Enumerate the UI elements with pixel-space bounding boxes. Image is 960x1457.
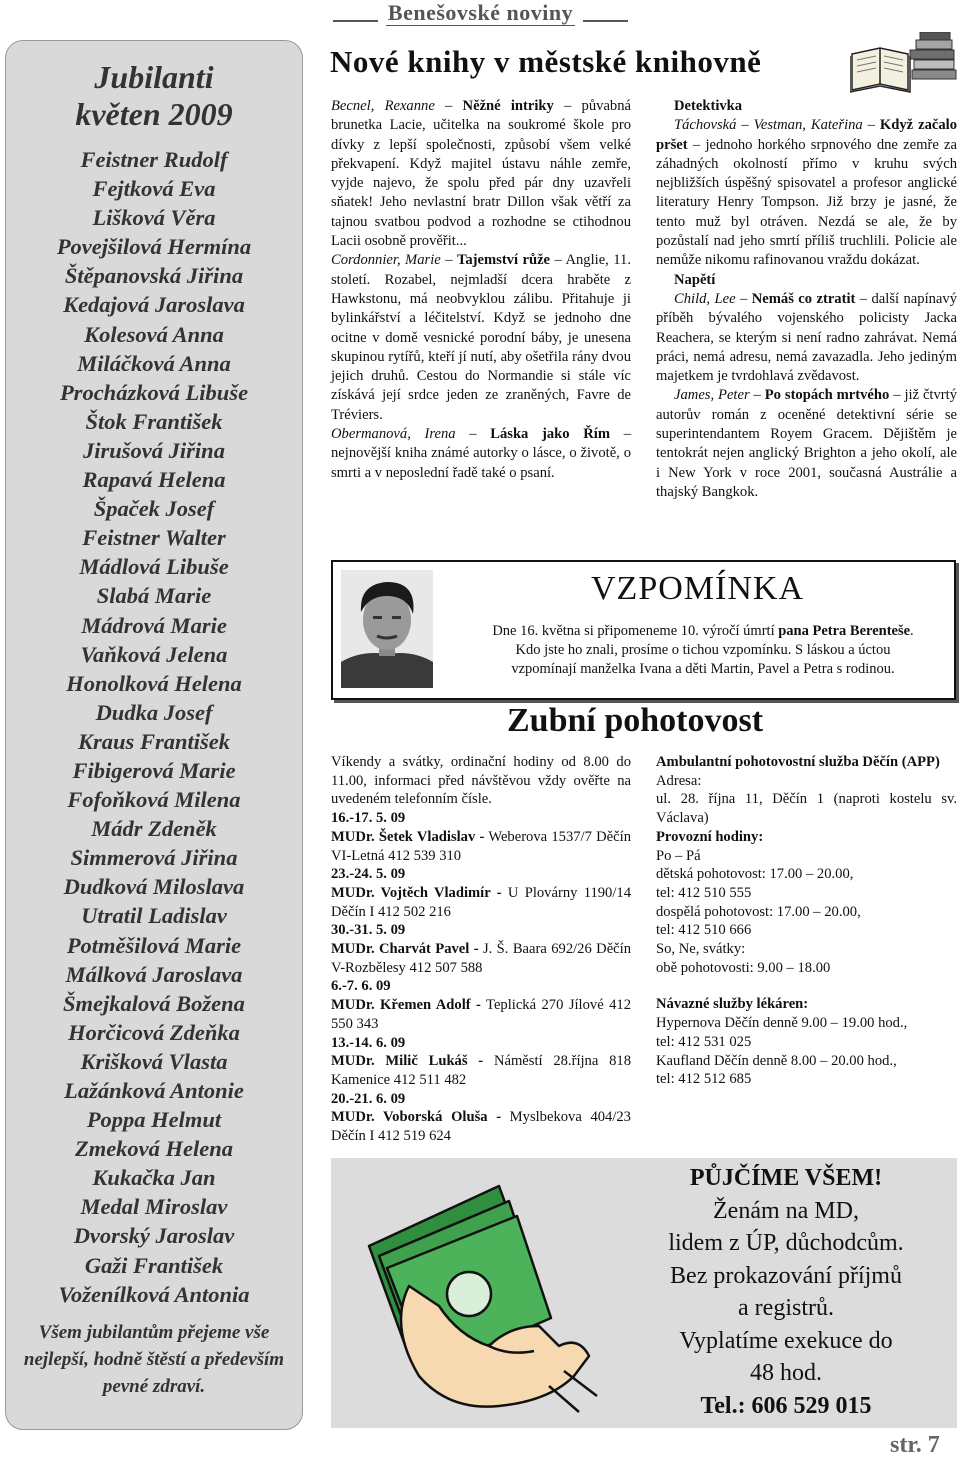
ad-tel-label: Tel. [700, 1392, 738, 1419]
loan-advertisement [331, 1158, 957, 1428]
books-title: Nové knihy v městské knihovně [330, 44, 762, 79]
jubilant-name: Mádr Zdeněk [91, 816, 217, 842]
jubilant-name: Simmerová Jiřina [70, 845, 238, 871]
doctor-address: U Plovárny 1190/14 Děčín I 412 502 216 [331, 884, 631, 920]
header-rule [583, 20, 628, 22]
app-title: Ambulantní pohotovostní služba Děčín (APP) [656, 754, 940, 770]
jubilanti-wish [6, 1319, 302, 1400]
doctor-name: MUDr. Vojtěch Vladimír - [331, 884, 502, 901]
pohotovost-doctor [331, 884, 631, 921]
book-text: již čtvrtý autorův román z oceněné detektivní série se superintendantem Royem Gracem. Dějištěm je tentokrát nejen anglický Brighton a jeho okolí, ale i New York v roce 2001, současná Austrálie a thajský Bangkok. [656, 387, 957, 500]
pohotovost-doctor [331, 1108, 631, 1145]
lekarna-line: Hypernova Děčín denně 9.00 – 19.00 hod., [656, 1015, 908, 1032]
vzpominka-text: Dne 16. května si připomeneme 10. výročí úmrtí pana Petra Berenteše. Kdo jste ho znali, prosíme o tichou vzpomínku. S láskou a úctou vzpomínají manželka Ivana a děti Martin, Pavel a Petra s rodinou. [468, 622, 938, 679]
jubilant-name: Voženílková Antonia [58, 1281, 250, 1307]
jubilant-name: Dudková Miloslava [63, 874, 245, 900]
jubilant-name: Kedajová Jaroslava [63, 292, 245, 318]
lekarny-label: Návazné služby lékáren: [656, 996, 809, 1013]
jubilant-name: Štok František [85, 408, 223, 434]
book-author: Cordonnier, Marie [331, 252, 441, 269]
jubilant-name: Povejšilová Hermína [56, 234, 252, 260]
book-text: nejnovější kniha známé autorky o lásce, o životě, o smrti a v neposlední řadě také o psaní. [331, 445, 631, 481]
book-title: Nemáš co ztratit [751, 290, 856, 307]
jubilant-name: Jirušová Jiřina [83, 437, 225, 463]
wish-line: pevné zdraví. [102, 1375, 206, 1397]
doctor-address: J. Š. Baara 692/26 Děčín V-Rozbělesy 412 507 588 [331, 941, 631, 976]
jubilant-name: Šmejkalová Božena [63, 990, 245, 1016]
jubilant-name: Gaži František [84, 1252, 224, 1278]
zubni-right-column [656, 753, 957, 1089]
jubilanti-title [6, 59, 302, 133]
jubilant-name: Fibigerová Marie [72, 757, 236, 783]
jubilant-name: Slabá Marie [96, 583, 212, 609]
doctor-address: Myslbekova 404/23 Děčín I 412 519 624 [331, 1109, 631, 1145]
ad-tel: : 606 529 015 [737, 1392, 872, 1419]
vzpominka-title: VZPOMÍNKA [591, 570, 804, 607]
book-title: Něžné intriky [462, 98, 554, 114]
lekarna-line: tel: 412 512 685 [656, 1071, 752, 1088]
pohotovost-doctor [331, 940, 631, 977]
ad-line: a registrů. [738, 1295, 834, 1321]
portrait-photo [341, 570, 433, 688]
jubilant-name: Fofoňková Milena [67, 787, 241, 813]
book-author: Táchovská – Vestman, Kateřina [674, 117, 863, 134]
newspaper-header [333, 0, 628, 26]
jubilant-name: Medal Miroslav [80, 1194, 228, 1220]
hodiny-line: dospělá pohotovost: 17.00 – 20.00, [656, 903, 861, 920]
adresa: ul. 28. října 11, Děčín 1 (naproti kostelu sv. Václava) [656, 791, 957, 827]
books-column-right [656, 97, 957, 502]
money-hand-icon [359, 1176, 599, 1416]
jubilant-name: Mádrová Marie [81, 612, 227, 638]
jubilanti-title-line: Jubilanti [94, 59, 214, 95]
jubilant-name: Štěpanovská Jiřina [64, 263, 244, 289]
doctor-name: MUDr. Šetek Vladislav - [331, 828, 485, 845]
doctor-address: Weberova 1537/7 Děčín VI-Letná 412 539 310 [331, 828, 631, 864]
zubni-left-column [331, 753, 631, 1146]
doctor-name: MUDr. Křemen Adolf - [331, 997, 481, 1014]
book-author: Child, Lee [674, 290, 736, 307]
jubilant-name: Málková Jaroslava [65, 961, 243, 987]
book-text: další napínavý příběh bývalého vojenského policisty Jacka Reachera, se kterým si není radno zahrávat. Nemá práci, nemá adresu, nemá zavazadla. Jeho jediným majetkem je tvrdohlavá zvědavost. [656, 290, 957, 385]
pohotovost-doctor [331, 828, 631, 865]
jubilant-name: Miláčková Anna [77, 350, 231, 376]
jubilant-name: Procházková Libuše [59, 379, 249, 405]
page-number: str. 7 [890, 1432, 940, 1457]
jubilant-name: Poppa Helmut [86, 1107, 222, 1133]
jubilant-name: Dvorský Jaroslav [73, 1223, 235, 1249]
doctor-name: MUDr. Charvát Pavel - [331, 941, 479, 958]
book-title: Tajemství růže [456, 252, 551, 269]
ad-line: 48 hod. [750, 1360, 822, 1386]
adresa-label: Adresa: [656, 772, 702, 789]
pohotovost-date: 6.-7. 6. 09 [331, 978, 391, 995]
jubilant-name: Zmeková Helena [74, 1136, 234, 1162]
jubilant-name: Vaňková Jelena [80, 641, 228, 667]
book-title: Po stopách mrtvého [764, 387, 890, 404]
books-icon [850, 32, 958, 94]
book-entry: Obermanová, Irena – Láska jako Řím – nejnovější kniha známé autorky o lásce, o životě, o smrti a v neposlední řadě také o psaní. [331, 426, 631, 481]
zubni-title: Zubní pohotovost [507, 702, 764, 739]
section-detektivka: Detektivka [674, 98, 743, 114]
lekarna-line: Kaufland Děčín denně 8.00 – 20.00 hod., [656, 1052, 897, 1069]
jubilanti-box [5, 40, 303, 1430]
jubilant-name: Potměšilová Marie [66, 932, 242, 958]
hodiny-line: dětská pohotovost: 17.00 – 20.00, [656, 866, 854, 883]
doctor-name: MUDr. Milič Lukáš - [331, 1053, 484, 1070]
hodiny-line: obě pohotovosti: 9.00 – 18.00 [656, 959, 831, 976]
jubilant-name: Lažánková Antonie [64, 1078, 244, 1103]
jubilant-name: Mádlová Libuše [79, 554, 229, 580]
book-entry: Cordonnier, Marie – Tajemství růže – Anglie, 11. století. Rozabel, nejmladší dcera hraběte z Hawkstonu, má neobvyklou zálibu. Přitahuje ji bylinkářství a léčitelství. Když se jednoho dne ocitne v domě vesnické porodní báby, je unesena skupinou rytířů, kteří jí nutí, aby ošetřila rány dvou jejich druhů. Cestou do Normandie si stále víc získává její srdce jeden ze zraněných, Favre de Tréviers. [331, 252, 631, 423]
lekarna-line: tel: 412 531 025 [656, 1033, 752, 1050]
ad-line: Bez prokazování příjmů [670, 1262, 902, 1289]
jubilanti-names [6, 145, 302, 1309]
hodiny-line: Po – Pá [656, 847, 701, 864]
books-column-left [331, 97, 631, 483]
jubilant-name: Feistner Walter [82, 525, 226, 551]
doctor-name: MUDr. Voborská Oluša - [331, 1109, 502, 1126]
pohotovost-date: 30.-31. 5. 09 [331, 922, 406, 939]
book-author: Becnel, Rexanne [331, 98, 435, 114]
jubilant-name: Honolková Helena [66, 670, 242, 696]
ad-line: lidem z ÚP, důchodcům. [668, 1230, 904, 1256]
jubilant-name: Utratil Ladislav [81, 903, 227, 929]
ad-line: Ženám na MD, [713, 1197, 859, 1224]
jubilanti-title-line: květen 2009 [75, 96, 233, 132]
jubilant-name: Rapavá Helena [82, 467, 226, 493]
section-napeti: Napětí [674, 271, 716, 288]
book-author: James, Peter [674, 387, 750, 404]
doctor-address: Teplická 270 Jílové 412 550 343 [331, 997, 631, 1032]
jubilant-name: Kolesová Anna [84, 321, 224, 347]
book-author: Obermanová, Irena [331, 426, 456, 443]
pohotovost-date: 16.-17. 5. 09 [331, 810, 406, 827]
wish-line: nejlepší, hodně štěstí a především [23, 1348, 285, 1370]
hodiny-label: Provozní hodiny: [656, 828, 764, 845]
vzpominka-line: Dne 16. května si připomeneme 10. výročí úmrtí [492, 623, 779, 639]
zubni-intro: Víkendy a svátky, ordinační hodiny od 8.00 do 11.00, informaci před návštěvou vždy ověřte na uvedeném telefonním čísle. [331, 754, 631, 808]
pohotovost-date: 13.-14. 6. 09 [331, 1034, 406, 1051]
pohotovost-date: 23.-24. 5. 09 [331, 866, 406, 883]
hodiny-line: tel: 412 510 555 [656, 884, 752, 901]
ad-line: PŮJČÍME VŠEM! [689, 1165, 883, 1191]
vzpominka-line: Kdo jste ho znali, prosíme o tichou vzpomínku. S láskou a úctou [515, 642, 891, 658]
pohotovost-date: 20.-21. 6. 09 [331, 1090, 406, 1107]
book-title: Láska jako Řím [490, 426, 611, 443]
book-text: jednoho horkého srpnového dne zemře za záhadných okolností přímo v kruhu svých nejbližších úspěšný spisovatel a profesor anglické literatury Henry Tompson. Již brzy je jasné, že tento muž byl otráven. Nezdá se ale, že by pozůstalí nad jeho smrtí příliš truchlili. Policie ale nemůže nikomu rafinovanou vraždu dokázat. [656, 136, 957, 269]
hodiny-line: tel: 412 510 666 [656, 922, 752, 939]
jubilant-name: Špaček Josef [93, 496, 215, 522]
vzpominka-name: pana Petra Berenteše [778, 623, 911, 639]
newspaper-name: Benešovské noviny [387, 0, 574, 25]
jubilant-name: Krišková Vlasta [80, 1048, 228, 1074]
jubilant-name: Kukačka Jan [92, 1165, 216, 1191]
hodiny-line: So, Ne, svátky: [656, 941, 746, 958]
jubilant-name: Fejtková Eva [92, 176, 216, 202]
book-text: Anglie, 11. století. Rozabel, nejmladší dcera hraběte z Hawkstonu, má neobvyklou zálibu. Přitahuje ji bylinkářství a léčitelství. Když se jednoho dne ocitne v domě vesnické porodní báby, je unesena skupinou rytířů, kteří jí nutí, aby ošetřila rány dvou jejich druhů. Cestou do Normandie si stále víc získává její srdce jeden ze zraněných, Favre de Tréviers. [331, 252, 631, 423]
vzpominka-box [331, 560, 956, 700]
jubilant-name: Lišková Věra [92, 205, 216, 231]
doctor-address: Náměstí 28.října 818 Kamenice 412 511 482 [331, 1053, 631, 1088]
jubilant-name: Kraus František [78, 728, 230, 754]
vzpominka-line: vzpomínají manželka Ivana a děti Martin, Pavel a Petra s rodinou. [511, 661, 895, 677]
pohotovost-doctor [331, 996, 631, 1033]
pohotovost-doctor [331, 1052, 631, 1089]
ad-text [616, 1162, 956, 1422]
jubilant-name: Feistner Rudolf [80, 147, 228, 172]
ad-line: Vyplatíme exekuce do [679, 1327, 893, 1354]
wish-line: Všem jubilantům přejeme vše [38, 1321, 270, 1343]
book-entry: James, Peter – Po stopách mrtvého – již čtvrtý autorův román z oceněné detektivní série se superintendantem Royem Gracem. Dějištěm je tentokrát nejen anglický Brighton a jeho okolí, ale i New York v roce 2001, současná Austrálie a thajský Bangkok. [656, 387, 957, 500]
book-text: půvabná brunetka Lacie, učitelka na soukromé škole pro dívky z lepší společnosti, způsobí všem velké překvapení. Když majitel ústavu náhle zemře, vyjde najevo, že spolu před pár dny uzavřeli sňatek! Jeho nevlastní bratr Dillon však větří za tajnou svatbou podvod a rozhodne se ctihodnou Lacii osobně prověřit... [331, 98, 631, 250]
jubilant-name: Dudka Josef [95, 699, 213, 725]
book-title: Když začalo pršet [656, 117, 958, 153]
jubilant-name: Horčicová Zdeňka [68, 1019, 240, 1045]
book-entry: Becnel, Rexanne – Něžné intriky – půvabná brunetka Lacie, učitelka na soukromé škole pro dívky z lepší společnosti, způsobí všem velké překvapení. Když majitel ústavu náhle zemře, vyjde najevo, že spolu před pár dny uzavřeli sňatek! Jeho nevlastní bratr Dillon však větří za tajnou svatbou podvod a rozhodne se ctihodnou Lacii osobně prověřit... [331, 98, 631, 250]
book-entry: Child, Lee – Nemáš co ztratit – další napínavý příběh bývalého vojenského policisty Jacka Reachera, se kterým si není radno zahrávat. Nemá práci, nemá adresu, nemá zavazadla. Jeho jediným majetkem je tvrdohlavá zvědavost. [656, 290, 957, 385]
book-entry: Táchovská – Vestman, Kateřina – Když začalo pršet – jednoho horkého srpnového dne zemře za záhadných okolností přímo v kruhu svých nejbližších úspěšný spisovatel a profesor anglické literatury Henry Tompson. Již brzy je jasné, že tento muž byl otráven. Nezdá se ale, že by pozůstalí nad jeho smrtí příliš truchlili. Policie ale nemůže nikomu rafinovanou vraždu dokázat. [656, 117, 958, 269]
